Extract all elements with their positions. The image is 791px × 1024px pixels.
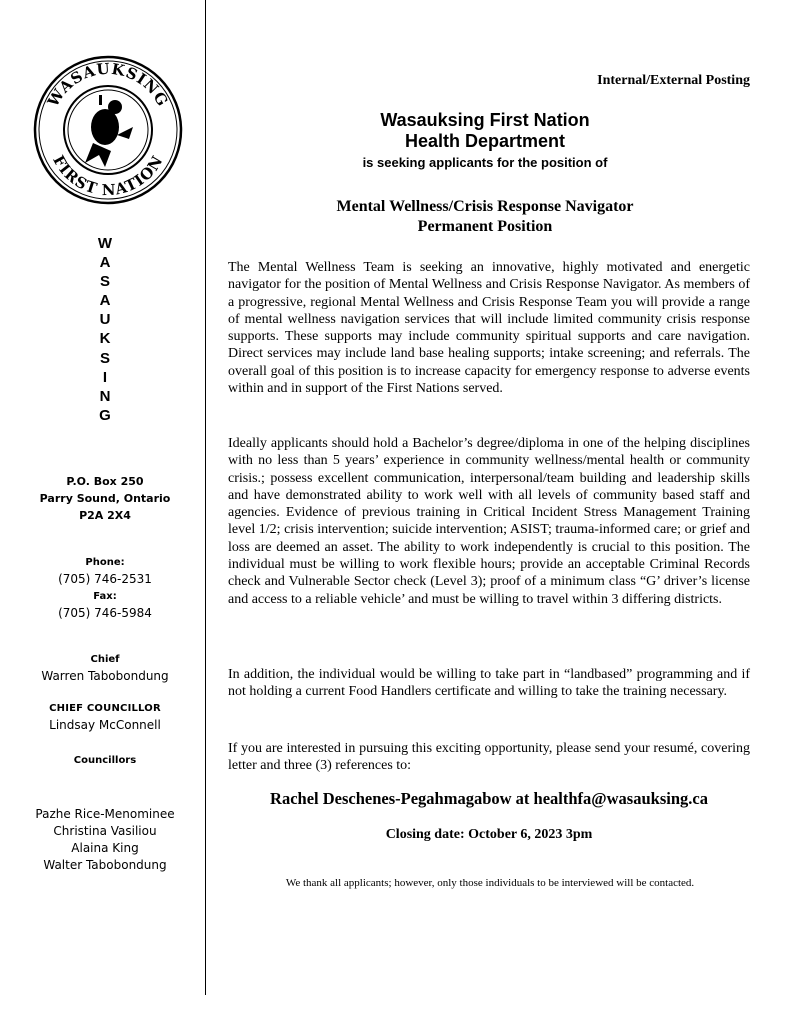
fax-label: Fax: [93,591,117,602]
chief-label: Chief [90,654,120,665]
vertical-divider [205,0,206,995]
address-block [20,473,190,524]
chief-name: Warren Tabobondung [41,669,169,683]
position-type: Permanent Position [417,218,553,235]
chief-councillor-name: Lindsay McConnell [49,718,161,732]
wasauksing-seal-logo [33,55,183,205]
fax-number: (705) 746-5984 [58,606,152,620]
councillor-name: Pazhe Rice-Menominee [35,807,175,821]
position-title: Mental Wellness/Crisis Response Navigator [336,198,634,215]
qualifications-paragraph: Ideally applicants should hold a Bachelor’s degree/diploma in one of the helping disciplines with no less than 5 years’ experience in community wellness/mental health or community crisis.; possess excellent communication, interpersonal/team building and leadership skills and have demonstrated ability to work well with all levels of community based staff and agencies. Evidence of previous training in Critical Incident Stress Management Training level 1/2; crisis intervention; suicide intervention; ASIST; trauma-informed care; or grief and loss are deemed an asset. The ability to work independently is crucial to this position. The individual must be willing to work flexible hours; provide an acceptable Criminal Records check and Vulnerable Sector check (Level 3); proof of a minimum class “G’ driver’s license and access to a reliable vehicle’ and must be willing to travel within 3 differing districts. [228,436,750,607]
councillors-heading-block [20,752,190,769]
svg-text:WASAUKSING: WASAUKSING [44,59,173,110]
address-line: P2A 2X4 [79,509,131,522]
chief-councillor-block [20,700,190,734]
chief-councillor-label: CHIEF COUNCILLOR [49,703,161,714]
address-line: P.O. Box 250 [66,475,144,488]
thank-you-note: We thank all applicants; however, only those individuals to be interviewed will be contacted. [285,877,695,889]
address-line: Parry Sound, Ontario [39,492,171,505]
councillors-label: Councillors [73,755,137,766]
svg-text:FIRST NATION: FIRST NATION [49,152,167,200]
chief-block [20,651,190,685]
councillors-list [20,806,190,874]
councillor-name: Walter Tabobondung [43,858,167,872]
phone-label: Phone: [85,557,125,568]
councillor-name: Alaina King [71,841,139,855]
additional-paragraph: In addition, the individual would be willing to take part in “landbased” programming and if not holding a current Food Handlers certificate and willing to take the training necessary. [228,667,750,700]
closing-date: Closing date: October 6, 2023 3pm [385,827,593,842]
phone-number: (705) 746-2531 [58,572,152,586]
organization-heading [330,110,640,152]
councillor-name: Christina Vasiliou [53,824,157,838]
org-name: Wasauksing First Nation [380,110,590,130]
vertical-community-name: W A S A U K S I N G [97,235,113,424]
seeking-line: is seeking applicants for the position of [362,155,608,170]
contact-numbers [20,554,190,622]
position-heading [280,197,690,237]
contact-person-email: Rachel Deschenes-Pegahmagabow at healthfa@wasauksing.ca [270,789,708,808]
department-name: Health Department [404,131,566,151]
posting-type: Internal/External Posting [597,73,750,88]
description-paragraph: The Mental Wellness Team is seeking an innovative, highly motivated and energetic navigator for the position of Mental Wellness and Crisis Response Navigator. As members of a progressive, regional Mental Wellness and Crisis Response Team you will provide a range of mental wellness navigation services that will include limited community crisis response supports. These supports may include community spiritual supports and care navigation. Direct services may include land base healing supports; intake screening; and referrals. The overall goal of this position is to increase capacity for emergency response to adverse events within and in support of the First Nations served. [228,260,750,397]
application-paragraph: If you are interested in pursuing this exciting opportunity, please send your resumé, covering letter and three (3) references to: [228,741,750,774]
